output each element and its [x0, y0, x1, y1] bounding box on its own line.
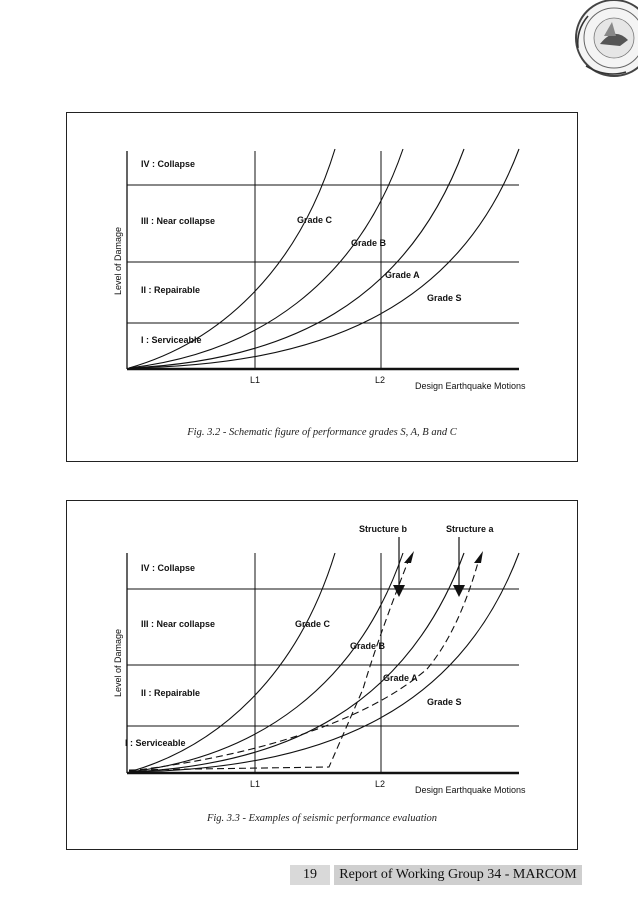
grade-a-label: Grade A: [385, 270, 420, 280]
figure-panel-1: [66, 112, 578, 462]
structure-a-label: Structure a: [446, 524, 494, 534]
figure-1-diagram: [67, 113, 577, 461]
grade-b-label: Grade B: [351, 238, 387, 248]
level-i-label: I : Serviceable: [125, 738, 186, 748]
x-tick-l2: L2: [375, 779, 386, 789]
grade-b-label: Grade B: [350, 641, 386, 651]
grade-s-label: Grade S: [427, 293, 462, 303]
x-axis-label: Design Earthquake Motions: [415, 381, 526, 391]
grade-c-label: Grade C: [295, 619, 331, 629]
figure-2-caption: Fig. 3.3 - Examples of seismic performance evaluation: [206, 813, 438, 824]
level-ii-label: II : Repairable: [141, 688, 201, 698]
x-tick-l1: L1: [250, 779, 261, 789]
y-axis-label: Level of Damage: [113, 628, 123, 698]
figure-2-diagram: [67, 501, 577, 849]
figure-1-caption: Fig. 3.2 - Schematic figure of performance grades S, A, B and C: [187, 427, 457, 438]
structure-a-arrowhead: [453, 585, 465, 597]
level-iv-label: IV : Collapse: [141, 563, 196, 573]
page-number: 19: [290, 865, 330, 885]
level-ii-label: II : Repairable: [141, 285, 201, 295]
page-footer: [290, 862, 590, 888]
pianc-seal-logo: [556, 0, 638, 84]
structure-a-up-arrow: [474, 551, 483, 563]
level-iii-label: III : Near collapse: [141, 619, 216, 629]
figure-panel-2: [66, 500, 578, 850]
grade-a-label: Grade A: [383, 673, 418, 683]
level-iv-label: IV : Collapse: [141, 159, 196, 169]
structure-b-arrowhead: [393, 585, 405, 597]
grade-s-label: Grade S: [427, 697, 462, 707]
structure-b-up-arrow: [404, 551, 414, 563]
y-axis-label: Level of Damage: [113, 226, 123, 296]
level-i-label: I : Serviceable: [141, 335, 202, 345]
report-title: Report of Working Group 34 - MARCOM: [334, 865, 582, 885]
x-tick-l1: L1: [250, 375, 261, 385]
structure-b-label: Structure b: [359, 524, 408, 534]
grade-c-label: Grade C: [297, 215, 333, 225]
x-tick-l2: L2: [375, 375, 386, 385]
level-iii-label: III : Near collapse: [141, 216, 216, 226]
x-axis-label: Design Earthquake Motions: [415, 785, 526, 795]
